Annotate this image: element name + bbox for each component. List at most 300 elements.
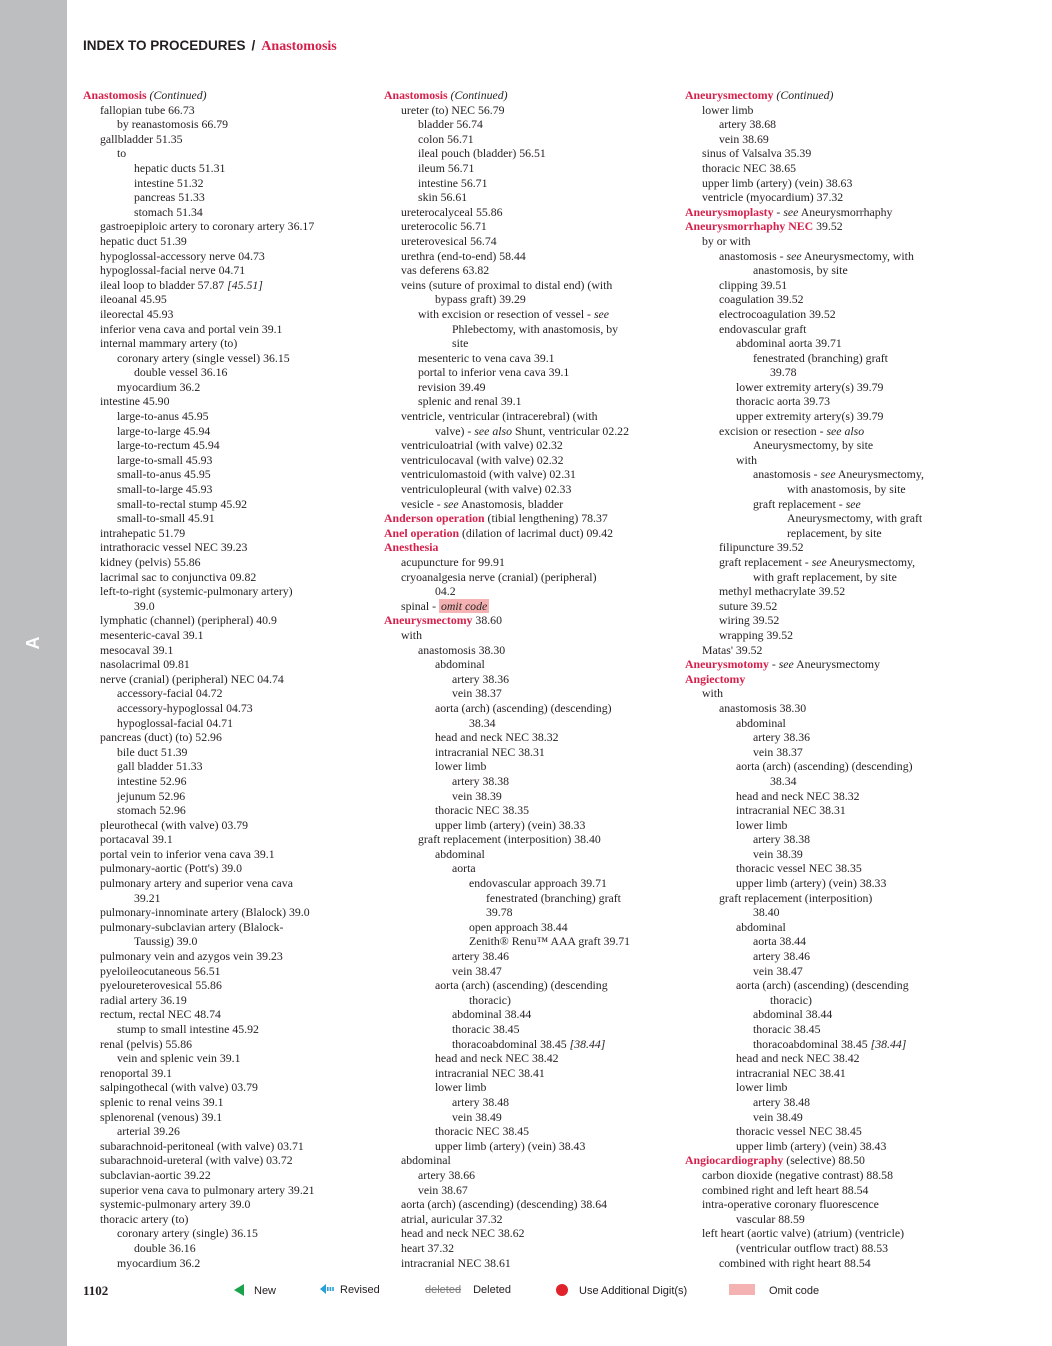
index-subentry <box>685 964 975 979</box>
entry-text: lower limb <box>435 759 487 774</box>
index-subentry <box>83 234 373 249</box>
entry-text: combined right and left heart 88.54 <box>702 1182 869 1197</box>
index-subentry <box>384 570 674 585</box>
index-subentry <box>685 161 975 176</box>
entry-text: lymphatic (channel) (peripheral) 40.9 <box>100 613 277 628</box>
entry-text: artery 38.48 <box>452 1094 509 1109</box>
entry-text: Taussig) 39.0 <box>134 934 198 949</box>
entry-heading: Aneurysmotomy <box>685 657 769 672</box>
index-subentry <box>685 249 975 264</box>
index-subentry <box>384 380 674 395</box>
entry-heading: Angiocardiography <box>685 1153 784 1168</box>
entry-text: [45.51] <box>227 277 263 292</box>
omit-code-swatch-icon <box>729 1284 755 1295</box>
entry-text: see also <box>474 423 512 438</box>
page-header <box>83 38 337 55</box>
entry-text: left heart (aortic valve) (atrium) (ventricle) <box>702 1226 905 1241</box>
index-subentry <box>384 1256 674 1271</box>
entry-text: see <box>786 248 802 263</box>
index-subentry <box>685 1197 975 1212</box>
index-subentry <box>83 993 373 1008</box>
index-main-entry <box>685 672 975 687</box>
index-subentry <box>83 1226 373 1241</box>
entry-text: with anastomosis, by site <box>787 482 906 497</box>
entry-text: (tibial lengthening) 78.37 <box>484 511 608 526</box>
entry-text: carbon dioxide (negative contrast) 88.58 <box>702 1167 893 1182</box>
entry-text: ureterocalyceal 55.86 <box>401 204 503 219</box>
entry-text: Aneurysmorrhaphy <box>798 204 893 219</box>
index-subentry <box>83 278 373 293</box>
entry-heading: Aneurysmectomy <box>384 613 473 628</box>
entry-text: head and neck NEC 38.32 <box>435 730 559 745</box>
entry-text: vesicle - <box>401 496 444 511</box>
index-subentry <box>685 584 975 599</box>
entry-text: vein 38.49 <box>452 1109 502 1124</box>
entry-text: abdominal <box>401 1153 451 1168</box>
index-subentry <box>83 949 373 964</box>
entry-text: vein 38.49 <box>753 1109 803 1124</box>
legend-omit-code-label: Omit code <box>769 1285 820 1297</box>
entry-text: aorta (arch) (ascending) (descending) <box>435 700 612 715</box>
index-subentry <box>83 1153 373 1168</box>
index-subentry <box>83 818 373 833</box>
index-subentry <box>384 1241 674 1256</box>
index-subentry <box>384 467 674 482</box>
entry-text: hypoglossal-facial nerve 04.71 <box>100 263 246 278</box>
index-subentry <box>83 876 373 891</box>
index-subentry <box>685 759 975 774</box>
entry-text: heart 37.32 <box>401 1240 455 1255</box>
index-subentry <box>83 205 373 220</box>
entry-text: vein 38.39 <box>753 846 803 861</box>
index-subentry <box>83 1080 373 1095</box>
index-subentry <box>83 380 373 395</box>
index-subentry <box>384 599 674 614</box>
entry-text: sinus of Valsalva 35.39 <box>702 146 812 161</box>
index-subentry <box>384 234 674 249</box>
entry-text: upper limb (artery) (vein) 38.43 <box>736 1138 887 1153</box>
index-subentry <box>83 832 373 847</box>
entry-text: artery 38.46 <box>753 949 810 964</box>
entry-text: Zenith® Renu™ AAA graft 39.71 <box>469 934 631 949</box>
index-subentry <box>384 263 674 278</box>
index-subentry <box>83 1037 373 1052</box>
index-subentry <box>83 263 373 278</box>
red-dot-icon <box>556 1284 568 1296</box>
index-subentry <box>685 1241 975 1256</box>
entry-text: with <box>401 627 422 642</box>
entry-text: arterial 39.26 <box>117 1124 180 1139</box>
index-subentry <box>685 1183 975 1198</box>
index-subentry <box>685 380 975 395</box>
index-subentry <box>83 351 373 366</box>
index-subentry <box>384 861 674 876</box>
index-subentry <box>384 103 674 118</box>
entry-text: portal to inferior vena cava 39.1 <box>418 365 570 380</box>
index-subentry <box>83 686 373 701</box>
index-subentry <box>685 540 975 555</box>
entry-text: intestine 52.96 <box>117 773 187 788</box>
entry-text: artery 38.68 <box>719 117 776 132</box>
entry-text: hypoglossal-accessory nerve 04.73 <box>100 248 265 263</box>
index-subentry <box>83 482 373 497</box>
entry-text: filipuncture 39.52 <box>719 540 804 555</box>
index-subentry <box>685 774 975 789</box>
index-subentry <box>685 1212 975 1227</box>
entry-text: to <box>117 146 127 161</box>
index-subentry <box>384 249 674 264</box>
index-subentry <box>83 365 373 380</box>
index-subentry <box>384 686 674 701</box>
index-subentry <box>384 176 674 191</box>
index-subentry <box>685 1139 975 1154</box>
index-subentry <box>685 132 975 147</box>
entry-text: Aneurysmectomy, by site <box>753 438 874 453</box>
index-subentry <box>384 832 674 847</box>
entry-text: thoracic aorta 39.73 <box>736 394 831 409</box>
entry-text: mesenteric to vena cava 39.1 <box>418 350 555 365</box>
legend-revised <box>320 1284 380 1296</box>
entry-text: fallopian tube 66.73 <box>100 102 195 117</box>
index-subentry <box>83 643 373 658</box>
index-subentry <box>83 511 373 526</box>
new-triangle-icon <box>234 1284 244 1296</box>
index-subentry <box>83 161 373 176</box>
entry-text: pulmonary-subclavian artery (Blalock- <box>100 919 284 934</box>
index-subentry <box>384 891 674 906</box>
entry-text: coronary artery (single) 36.15 <box>117 1226 258 1241</box>
index-subentry <box>83 1051 373 1066</box>
entry-text: lower limb <box>702 102 754 117</box>
index-subentry <box>384 934 674 949</box>
entry-text: 38.60 <box>472 613 502 628</box>
index-subentry <box>685 394 975 409</box>
index-subentry <box>685 409 975 424</box>
entry-text: see <box>443 496 459 511</box>
entry-text: vein 38.47 <box>452 963 502 978</box>
entry-text: coagulation 39.52 <box>719 292 804 307</box>
entry-text: ureterovesical 56.74 <box>401 233 497 248</box>
entry-text: intracranial NEC 38.41 <box>435 1065 545 1080</box>
index-subentry <box>83 599 373 614</box>
index-subentry <box>384 190 674 205</box>
entry-text: mesenteric-caval 39.1 <box>100 627 204 642</box>
index-subentry <box>685 789 975 804</box>
entry-text: abdominal <box>435 657 485 672</box>
entry-text: accessory-hypoglossal 04.73 <box>117 700 253 715</box>
entry-text: vascular 88.59 <box>736 1211 805 1226</box>
index-main-entry <box>685 88 975 103</box>
entry-text: ventricle (myocardium) 37.32 <box>702 190 844 205</box>
index-column-1 <box>83 88 373 1270</box>
entry-text: ileum 56.71 <box>418 160 475 175</box>
index-subentry <box>384 905 674 920</box>
index-subentry <box>685 322 975 337</box>
index-subentry <box>83 657 373 672</box>
revised-arrow-icon <box>320 1284 334 1294</box>
entry-text: nasolacrimal 09.81 <box>100 657 190 672</box>
entry-text: see <box>593 306 610 321</box>
entry-text: intestine 51.32 <box>134 175 204 190</box>
entry-text: graft replacement (interposition) 38.40 <box>418 832 601 847</box>
legend-revised-label: Revised <box>340 1284 380 1296</box>
entry-text: vein 38.39 <box>452 788 502 803</box>
index-subentry <box>685 949 975 964</box>
index-main-entry <box>685 1153 975 1168</box>
entry-text: small-to-rectal stump 45.92 <box>117 496 248 511</box>
index-subentry <box>384 132 674 147</box>
index-subentry <box>384 978 674 993</box>
entry-text: stomach 51.34 <box>134 204 203 219</box>
index-subentry <box>384 716 674 731</box>
index-subentry <box>384 1066 674 1081</box>
side-tab-letter: A <box>23 636 43 650</box>
entry-text: vein 38.69 <box>719 131 769 146</box>
entry-text: site <box>452 336 469 351</box>
index-subentry <box>83 1256 373 1271</box>
index-subentry <box>685 818 975 833</box>
entry-text: accessory-facial 04.72 <box>117 686 223 701</box>
side-tab-bar <box>0 0 67 1346</box>
entry-text: myocardium 36.2 <box>117 379 201 394</box>
index-subentry <box>83 307 373 322</box>
entry-text: (Continued) <box>447 88 508 102</box>
index-subentry <box>685 1168 975 1183</box>
index-subentry <box>685 482 975 497</box>
entry-heading: Angiectomy <box>685 671 746 686</box>
entry-text: upper limb (artery) (vein) 38.33 <box>435 817 586 832</box>
entry-text: open approach 38.44 <box>469 919 568 934</box>
entry-text: pulmonary-aortic (Pott's) 39.0 <box>100 861 243 876</box>
entry-text: by reanastomosis 66.79 <box>117 117 229 132</box>
index-subentry <box>83 803 373 818</box>
index-subentry <box>384 949 674 964</box>
index-main-entry <box>685 657 975 672</box>
entry-text: lower limb <box>435 1080 487 1095</box>
index-subentry <box>685 453 975 468</box>
entry-text: intracranial NEC 38.31 <box>736 803 846 818</box>
entry-text: artery 38.36 <box>452 671 509 686</box>
index-subentry <box>384 818 674 833</box>
index-subentry <box>384 759 674 774</box>
index-subentry <box>83 774 373 789</box>
entry-text: skin 56.61 <box>418 190 468 205</box>
page-footer <box>0 1283 1052 1301</box>
index-subentry <box>384 672 674 687</box>
entry-text: Aneurysmectomy <box>793 657 880 672</box>
entry-text: see also <box>826 423 865 438</box>
index-subentry <box>685 978 975 993</box>
entry-text: thoracic NEC 38.45 <box>435 1124 530 1139</box>
index-main-entry <box>384 613 674 628</box>
entry-text: Anastomosis, bladder <box>458 496 564 511</box>
entry-text: Matas' 39.52 <box>702 642 763 657</box>
entry-text: internal mammary artery (to) <box>100 336 238 351</box>
legend-additional-digits <box>556 1284 687 1297</box>
entry-text: by or with <box>702 233 751 248</box>
legend-deleted-sample: deleted <box>425 1284 462 1296</box>
entry-text: large-to-rectum 45.94 <box>117 438 220 453</box>
entry-text: thoracic artery (to) <box>100 1211 189 1226</box>
entry-text: subarachnoid-peritoneal (with valve) 03.71 <box>100 1138 304 1153</box>
index-subentry <box>384 409 674 424</box>
index-subentry <box>83 555 373 570</box>
index-subentry <box>83 745 373 760</box>
entry-text: vas deferens 63.82 <box>401 263 490 278</box>
entry-text: radial artery 36.19 <box>100 992 187 1007</box>
entry-text: intracranial NEC 38.31 <box>435 744 545 759</box>
index-subentry <box>83 1022 373 1037</box>
index-subentry <box>685 716 975 731</box>
entry-text: lacrimal sac to conjunctiva 09.82 <box>100 569 257 584</box>
index-subentry <box>384 584 674 599</box>
entry-text: anastomosis 38.30 <box>418 642 506 657</box>
index-subentry <box>83 1124 373 1139</box>
index-subentry <box>83 219 373 234</box>
index-subentry <box>83 1095 373 1110</box>
legend-additional-digits-label: Use Additional Digit(s) <box>579 1285 688 1297</box>
index-subentry <box>685 234 975 249</box>
entry-text: artery 38.38 <box>452 773 509 788</box>
entry-text: thoracic NEC 38.35 <box>435 803 530 818</box>
entry-text: artery 38.46 <box>452 949 509 964</box>
index-subentry <box>83 249 373 264</box>
entry-text: subclavian-aortic 39.22 <box>100 1167 211 1182</box>
index-subentry <box>384 219 674 234</box>
index-subentry <box>384 1022 674 1037</box>
index-main-entry <box>384 526 674 541</box>
index-subentry <box>384 1226 674 1241</box>
index-main-entry <box>384 511 674 526</box>
index-subentry <box>384 365 674 380</box>
index-subentry <box>685 263 975 278</box>
entry-text: spinal - <box>401 598 440 613</box>
entry-text: graft replacement - <box>753 496 846 511</box>
index-subentry <box>83 394 373 409</box>
entry-text: 39.52 <box>813 219 843 234</box>
index-subentry <box>685 146 975 161</box>
index-main-entry <box>384 88 674 103</box>
entry-text: bladder 56.74 <box>418 117 483 132</box>
entry-text: valve) - <box>435 423 475 438</box>
entry-text: thoracic vessel NEC 38.45 <box>736 1124 862 1139</box>
index-subentry <box>685 891 975 906</box>
index-subentry <box>83 438 373 453</box>
entry-text: [38.44] <box>870 1036 907 1051</box>
entry-text: ventriculoatrial (with valve) 02.32 <box>401 438 563 453</box>
index-subentry <box>384 643 674 658</box>
index-subentry <box>685 365 975 380</box>
index-subentry <box>384 1037 674 1052</box>
entry-text: large-to-small 45.93 <box>117 452 213 467</box>
entry-text: head and neck NEC 38.32 <box>736 788 860 803</box>
entry-text: head and neck NEC 38.42 <box>736 1051 860 1066</box>
entry-text: splenic and renal 39.1 <box>418 394 522 409</box>
index-subentry <box>685 307 975 322</box>
entry-heading: Anesthesia <box>384 540 439 555</box>
index-subentry <box>685 526 975 541</box>
entry-text: combined with right heart 88.54 <box>719 1255 871 1270</box>
legend-new <box>234 1284 276 1297</box>
index-subentry <box>83 424 373 439</box>
entry-text: fenestrated (branching) graft <box>753 350 888 365</box>
entry-text: see <box>811 555 827 569</box>
entry-text: pulmonary artery and superior vena cava <box>100 876 293 891</box>
index-subentry <box>384 146 674 161</box>
entry-text: pyeloureterovesical 55.86 <box>100 978 222 993</box>
entry-text: urethra (end-to-end) 58.44 <box>401 248 526 263</box>
index-subentry <box>83 117 373 132</box>
entry-text: abdominal 38.44 <box>452 1007 532 1022</box>
index-subentry <box>685 336 975 351</box>
index-subentry <box>685 905 975 920</box>
entry-text: mesocaval 39.1 <box>100 642 174 657</box>
index-main-entry <box>384 540 674 555</box>
entry-text: artery 38.36 <box>753 730 810 745</box>
page-number: 1102 <box>83 1283 109 1298</box>
index-subentry <box>685 686 975 701</box>
index-subentry <box>83 132 373 147</box>
index-subentry <box>83 190 373 205</box>
index-column-3 <box>685 88 975 1270</box>
index-subentry <box>83 672 373 687</box>
entry-text: hepatic duct 51.39 <box>100 233 187 248</box>
entry-text: - <box>768 657 779 672</box>
entry-text: pyeloileocutaneous 56.51 <box>100 963 221 978</box>
entry-text: pulmonary vein and azygos vein 39.23 <box>100 949 283 964</box>
entry-text: small-to-small 45.91 <box>117 511 215 526</box>
entry-text: aorta (arch) (ascending) (descending) <box>736 759 913 774</box>
entry-text: fenestrated (branching) graft <box>486 890 621 905</box>
entry-text: ventriculomastoid (with valve) 02.31 <box>401 467 576 482</box>
entry-text: [38.44] <box>569 1036 606 1051</box>
entry-text: gall bladder 51.33 <box>117 759 203 774</box>
index-subentry <box>384 745 674 760</box>
index-subentry <box>384 1080 674 1095</box>
index-subentry <box>384 482 674 497</box>
index-subentry <box>384 1124 674 1139</box>
index-subentry <box>83 467 373 482</box>
entry-text: clipping 39.51 <box>719 277 788 292</box>
index-subentry <box>685 511 975 526</box>
entry-heading: Anastomosis <box>83 88 147 102</box>
entry-text: acupuncture for 99.91 <box>401 555 505 569</box>
index-subentry <box>685 497 975 512</box>
index-subentry <box>384 701 674 716</box>
entry-text: ureter (to) NEC 56.79 <box>401 102 505 117</box>
entry-text: 04.2 <box>435 584 456 599</box>
entry-text: thoracic NEC 38.65 <box>702 160 797 175</box>
entry-text: coronary artery (single vessel) 36.15 <box>117 350 290 365</box>
index-subentry <box>83 336 373 351</box>
entry-text: Aneurysmectomy, <box>826 555 916 569</box>
index-subentry <box>384 1051 674 1066</box>
entry-text: colon 56.71 <box>418 131 474 146</box>
entry-text: ventriculocaval (with valve) 02.32 <box>401 452 564 467</box>
entry-text: renoportal 39.1 <box>100 1065 173 1080</box>
index-subentry <box>83 497 373 512</box>
entry-text: suture 39.52 <box>719 598 778 613</box>
index-subentry <box>83 861 373 876</box>
entry-text: jejunum 52.96 <box>117 788 186 803</box>
index-subentry <box>384 1110 674 1125</box>
index-main-entry <box>685 205 975 220</box>
entry-text: intestine 56.71 <box>418 175 488 190</box>
index-subentry <box>83 613 373 628</box>
index-subentry <box>685 1226 975 1241</box>
index-subentry <box>384 1168 674 1183</box>
entry-heading: Aneurysmectomy <box>685 88 774 102</box>
